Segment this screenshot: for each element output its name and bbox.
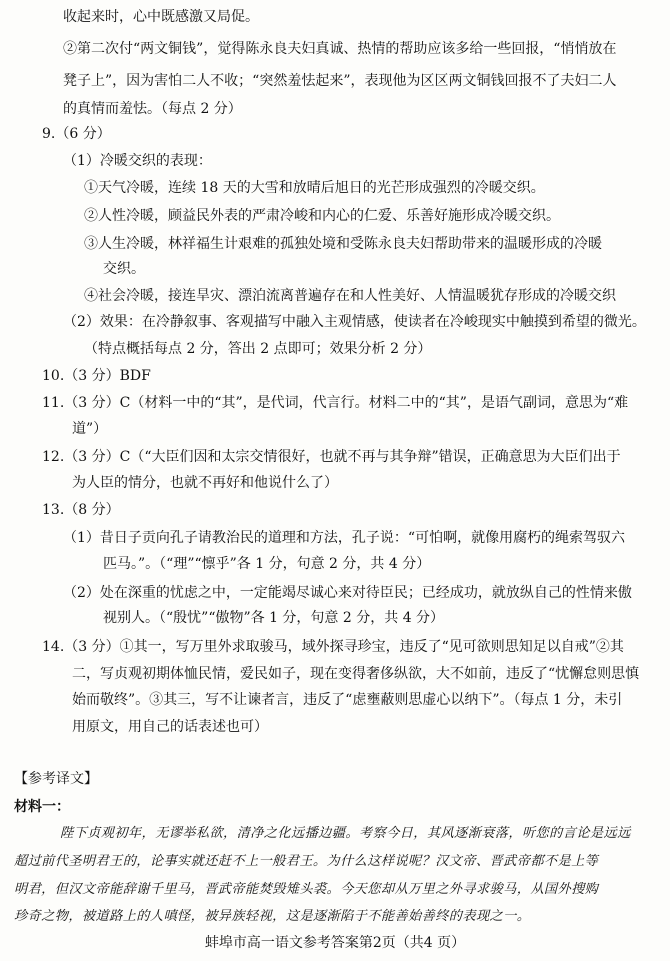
text-line: ④社会冷暖，接连旱灾、漂泊流离普遍存在和人性美好、人情温暖犹存形成的冷暖交织 — [84, 288, 616, 304]
text-line: 始而敬终”。③其三，写不让谏者言，违反了“虑壅蔽则思虚心以纳下”。（每点 1 分，未引 — [72, 692, 623, 708]
translation-line: 明君，但汉文帝能辞谢千里马，晋武帝能焚毁雉头裘。今天您却从万里之外寻求骏马，从国外搜购 — [14, 882, 599, 897]
text-line: ②人性冷暖，顾益民外表的严肃冷峻和内心的仁爱、乐善好施形成冷暖交织。 — [84, 208, 560, 224]
question-number-9: 9.（6 分） — [42, 126, 111, 142]
page-footer: 蚌埠市高一语文参考答案第2页（共4 页） — [204, 935, 466, 951]
text-line: 为人臣的情分，也就不再好和他说什么了） — [72, 475, 338, 491]
text-line: 交织。 — [103, 261, 145, 277]
text-line: 匹马。”。（“理”“懔乎”各 1 分，句意 2 分，共 4 分） — [103, 556, 431, 572]
text-line: ①天气冷暖，连续 18 天的大雪和放晴后旭日的光芒形成强烈的冷暖交织。 — [84, 180, 545, 196]
section-heading: 【参考译文】 — [14, 771, 98, 787]
question-number-10: 10.（3 分）BDF — [42, 368, 151, 384]
translation-line: 珍奇之物，被道路上的人嗔怪，被异族轻视，这是逐渐陷于不能善始善终的表现之一。 — [14, 909, 531, 924]
translation-line: 陛下贞观初年，无谬举私欲，清净之化远播边疆。考察今日，其风逐渐衰落，听您的言论是远远 — [60, 826, 631, 841]
text-line: 道”） — [72, 421, 108, 437]
text-line: （特点概括每点 2 分，答出 2 点即可；效果分析 2 分） — [84, 341, 432, 357]
material-label: 材料一： — [14, 799, 70, 815]
text-line: （2）处在深重的忧虑之中，一定能竭尽诚心来对待臣民；已经成功，就放纵自己的性情来傲 — [63, 585, 632, 601]
text-line: ②第二次付“两文铜钱”，觉得陈永良夫妇真诚、热情的帮助应该多给一些回报，“悄悄放在 — [63, 41, 617, 57]
question-number-11: 11.（3 分）C（材料一中的“其”，是代词，代言行。材料二中的“其”，是语气副词，意思为“难 — [42, 395, 629, 411]
text-line: 凳子上”，因为害怕二人不收；“突然羞怯起来”，表现他为区区两文铜钱回报不了夫妇二人 — [63, 73, 617, 89]
text-line: （2）效果：在冷静叙事、客观描写中融入主观情感，使读者在冷峻现实中触摸到希望的微光。 — [63, 314, 646, 330]
text-line: 二，写贞观初期体恤民情，爱民如子，现在变得奢侈纵欲，大不如前，违反了“忧懈怠则思慎 — [72, 666, 640, 682]
question-number-14: 14.（3 分）①其一，写万里外求取骏马，域外探寻珍宝，违反了“见可欲则思知足以自戒”②其 — [42, 639, 624, 655]
question-number-13: 13.（8 分） — [42, 502, 120, 518]
text-line: 用原文，用自己的话表述也可） — [72, 719, 268, 735]
text-line: 的真情而羞怯。（每点 2 分） — [63, 101, 242, 117]
text-line: （1）昔日子贡向孔子请教治民的道理和方法，孔子说：“可怕啊，就像用腐朽的绳索驾驭六 — [63, 530, 626, 546]
text-line: 收起来时，心中既感激又局促。 — [63, 9, 259, 25]
text-line: ③人生冷暖，林祥福生计艰难的孤独处境和受陈永良夫妇帮助带来的温暖形成的冷暖 — [84, 236, 602, 252]
question-number-12: 12.（3 分）C（“大臣们因和太宗交情很好，也就不再与其争辩”错误，正确意思为大臣们出于 — [42, 449, 621, 465]
text-line: （1）冷暖交织的表现： — [63, 153, 212, 169]
translation-line: 超过前代圣明君王的，论事实就还赶不上一般君王。为什么这样说呢？汉文帝、晋武帝都不是上等 — [14, 854, 599, 869]
text-line: 视别人。（“殷忧”“傲物”各 1 分，句意 2 分，共 4 分） — [103, 610, 445, 626]
